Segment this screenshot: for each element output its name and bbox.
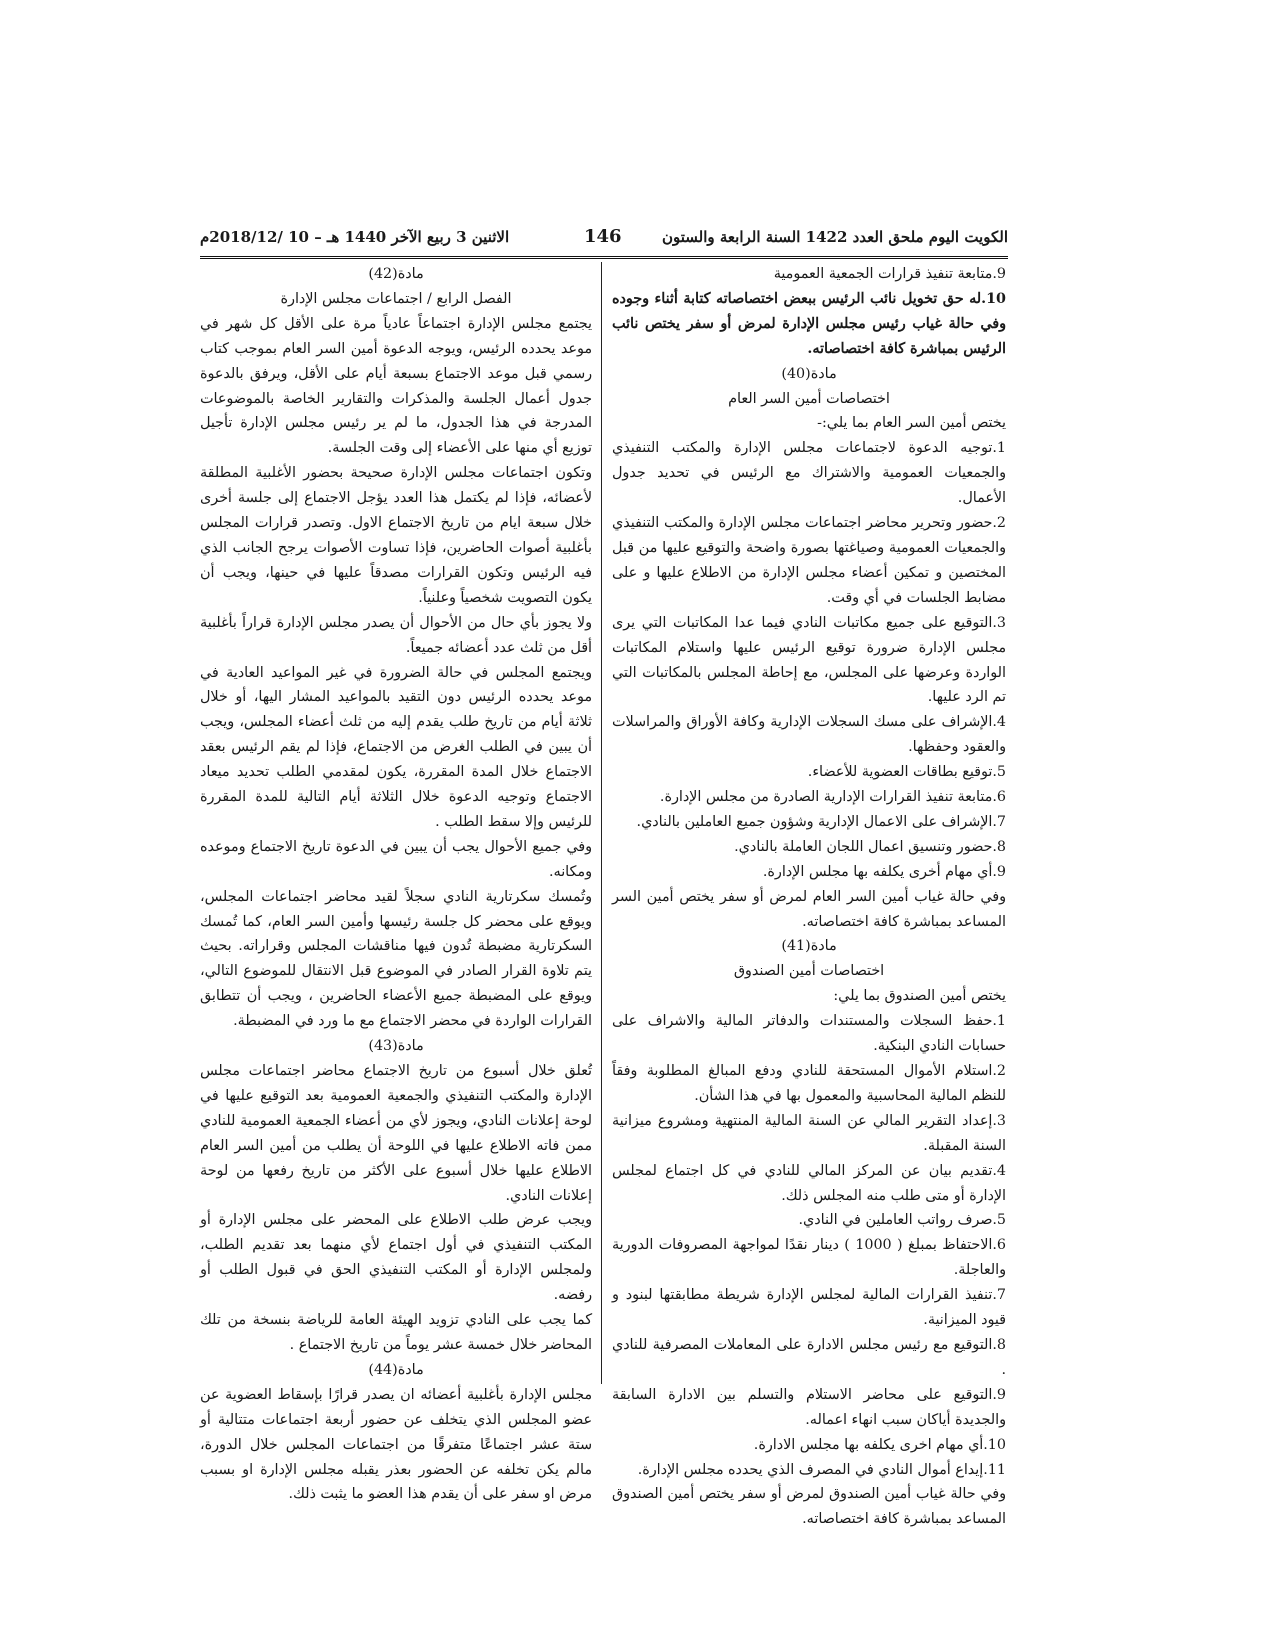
list-item: 1.حفظ السجلات والمستندات والدفاتر المالية والاشراف على حسابات النادي البنكية. [612,1013,1006,1055]
paragraph: ويجب عرض طلب الاطلاع على المحضر على مجلس الإدارة أو المكتب التنفيذي في أول اجتماع لأي منهما بعد تقديم الطلب، ولمجلس الإدارة أو المكتب التنفيذي الحق في قبول الطلب أو رفضه. [200,1212,592,1304]
list-item: 9.أي مهام أخرى يكلفه بها مجلس الإدارة. [762,863,1006,880]
list-item: 11.إيداع أموال النادي في المصرف الذي يحدده مجلس الإدارة. [637,1461,1006,1478]
left-column [200,262,592,1507]
paragraph: يختص أمين الصندوق بما يلي: [833,988,1006,1005]
issue-date: الاثنين 3 ربيع الآخر 1440 هـ – 10 /2018/12م [200,228,510,246]
column-divider [601,262,602,1384]
paragraph: 9.متابعة تنفيذ قرارات الجمعية العمومية [773,266,1006,282]
paragraph: تُعلق خلال أسبوع من تاريخ الاجتماع محاضر اجتماعات مجلس الإدارة والمكتب التنفيذي والجمعية العمومية بعد التوقيع عليها في لوحة إعلانات النادي، ويجوز لأي من أعضاء الجمعية العمومية للنادي ممن فاته الاطلاع عليها في اللوحة أن يطلب من أمين السر العام الاطلاع عليها خلال أسبوع على الأكثر من تاريخ رفعها من لوحة إعلانات النادي. [200,1063,592,1204]
list-item: 2.حضور وتحرير محاضر اجتماعات مجلس الإدارة والمكتب التنفيذي والجمعيات العمومية وصياغتها بصورة واضحة والتوقيع عليها من قبل المختصين و تمكين أعضاء مجلس الإدارة من الاطلاع عليها و على مضابط الجلسات في أي وقت. [612,515,1006,606]
chapter-heading: الفصل الرابع / اجتماعات مجلس الإدارة [280,290,512,307]
list-item: 6.متابعة تنفيذ القرارات الإدارية الصادرة من مجلس الإدارة. [659,789,1006,806]
section-heading: اختصاصات أمين السر العام [728,390,890,407]
paragraph: وفي جميع الأحوال يجب أن يبين في الدعوة تاريخ الاجتماع وموعده ومكانه. [200,838,592,880]
paragraph: ويجتمع المجلس في حالة الضرورة في غير المواعيد العادية في موعد يحدده الرئيس دون التقيد بالمواعيد المشار اليها، أو خلال ثلاثة أيام من تاريخ طلب يقدم إليه من ثلث أعضاء المجلس، ويجب أن يبين في الطلب الغرض من الاجتماع، فإذا لم يقم الرئيس بعقد الاجتماع خلال المدة المقررة، يكون لمقدمي الطلب تحديد ميعاد الاجتماع وتوجيه الدعوة خلال الثلاثة أيام التالية للمدة المقررة للرئيس وإلا سقط الطلب . [200,664,592,830]
article-heading: مادة(43) [368,1038,424,1055]
list-item: 4.الإشراف على مسك السجلات الإدارية وكافة الأوراق والمراسلات والعقود وحفظها. [612,714,1006,756]
list-item: 5.توقيع بطاقات العضوية للأعضاء. [807,764,1006,781]
paragraph: وتُمسك سكرتارية النادي سجلاً لقيد محاضر اجتماعات المجلس، ويوقع على محضر كل جلسة رئيسها وأمين السر العام، كما تُمسك السكرتارية مضبطة تُدون فيها مناقشات المجلس وقراراته. بحيث يتم تلاوة القرار الصادر في الموضوع قبل الانتقال للموضوع التالي، ويوقع على المضبطة جميع الأعضاء الحاضرين ، ويجب أن تتطابق القرارات الواردة في محضر الاجتماع مع ما ورد في المضبطة. [200,888,592,1030]
list-item: 8.حضور وتنسيق اعمال اللجان العاملة بالنادي. [734,838,1006,855]
list-item: 7.تنفيذ القرارات المالية لمجلس الإدارة شريطة مطابقتها لبنود و قيود الميزانية. [612,1287,1006,1329]
paragraph: يختص أمين السر العام بما يلي:- [817,415,1006,432]
article-heading: مادة(41) [781,938,837,955]
paragraph: وفي حالة غياب أمين السر العام لمرض أو سفر يختص أمين السر المساعد بمباشرة كافة اختصاصاته. [612,888,1006,930]
paragraph: 10.له حق تخويل نائب الرئيس ببعض اختصاصاته كتابة أثناء وجوده وفي حالة غياب رئيس مجلس الإدارة لمرض أو سفر يختص نائب الرئيس بمباشرة كافة اختصاصاته. [612,290,1006,357]
list-item: 9.التوقيع على محاضر الاستلام والتسلم بين الادارة السابقة والجديدة أياكان سبب انهاء اعماله. [612,1386,1006,1428]
list-item: 7.الإشراف على الاعمال الإدارية وشؤون جميع العاملين بالنادي. [636,813,1006,830]
article-heading: مادة(40) [781,365,837,382]
section-heading: اختصاصات أمين الصندوق [733,963,885,980]
paragraph: وتكون اجتماعات مجلس الإدارة صحيحة بحضور الأغلبية المطلقة لأعضائه، فإذا لم يكتمل هذا العدد يؤجل الاجتماع إلى جلسة أخرى خلال سبعة ايام من تاريخ الاجتماع الاول. وتصدر قرارات المجلس بأغلبية أصوات الحاضرين، فإذا تساوت الأصوات يرجح الجانب الذي فيه الرئيس وتكون القرارات مصدقاً عليها في حينها، ويجب أن يكون التصويت شخصياً وعلنياً. [200,465,592,606]
list-item: 4.تقديم بيان عن المركز المالي للنادي في كل اجتماع لمجلس الإدارة أو متى طلب منه المجلس ذلك. [612,1162,1006,1204]
paragraph: مجلس الإدارة بأغلبية أعضائه ان يصدر قرارًا بإسقاط العضوية عن عضو المجلس الذي يتخلف عن حضور أربعة اجتماعات متتالية أو ستة عشر اجتماعًا متفرقًا من اجتماعات المجلس خلال الدورة، مالم يكن تخلفه عن الحضور بعذر يقبله مجلس الإدارة او بسبب مرض او سفر على أن يقدم هذا العضو ما يثبت ذلك. [200,1386,592,1503]
list-item: 5.صرف رواتب العاملين في النادي. [798,1212,1006,1229]
paragraph: كما يجب على النادي تزويد الهيئة العامة للرياضة بنسخة من تلك المحاضر خلال خمسة عشر يوماً من تاريخ الاجتماع . [200,1312,592,1353]
article-heading: مادة(44) [368,1361,424,1378]
list-item: 3.التوقيع على جميع مكاتبات النادي فيما عدا المكاتبات التي يرى مجلس الإدارة ضرورة توقيع الرئيس عليها واستلام المكاتبات الواردة وعرضها على المجلس، مع إحاطة المجلس بالمكاتبات التي تم الرد عليها. [612,614,1006,706]
article-heading: مادة(42) [368,266,424,282]
page-header [200,228,1008,254]
header-rule [200,256,1008,259]
paragraph: ولا يجوز بأي حال من الأحوال أن يصدر مجلس الإدارة قراراً بأغلبية أقل من ثلث عدد أعضائه جميعاً. [200,614,592,656]
list-item: 8.التوقيع مع رئيس مجلس الادارة على المعاملات المصرفية للنادي . [612,1336,1006,1378]
list-item: 1.توجيه الدعوة لاجتماعات مجلس الإدارة والمكتب التنفيذي والجمعيات العمومية والاشتراك مع الرئيس في تحديد جدول الأعمال. [612,440,1006,507]
paragraph: وفي حالة غياب أمين الصندوق لمرض أو سفر يختص أمين الصندوق المساعد بمباشرة كافة اختصاصاته. [612,1486,1006,1528]
paragraph: يجتمع مجلس الإدارة اجتماعاً عادياً مرة على الأقل كل شهر في موعد يحدده الرئيس، ويوجه الدعوة أمين السر العام بموجب كتاب رسمي قبل موعد الاجتماع بسبعة أيام على الأقل، ويرفق بالدعوة جدول أعمال الجلسة والمذكرات والتقارير الخاصة بالموضوعات المدرجة في هذا الجدول، ما لم ير رئيس مجلس الإدارة تأجيل توزيع أي منها على الأعضاء إلى وقت الجلسة. [200,315,592,457]
right-column [612,262,1006,1532]
list-item: 10.أي مهام اخرى يكلفه بها مجلس الادارة. [753,1436,1006,1453]
list-item: 2.استلام الأموال المستحقة للنادي ودفع المبالغ المطلوبة وفقاً للنظم المالية المحاسبية والمعمول بها في هذا الشأن. [612,1063,1006,1104]
publication-title: الكويت اليوم ملحق العدد 1422 السنة الرابعة والستون [662,228,1008,246]
page-number: 146 [584,226,622,247]
list-item: 3.إعداد التقرير المالي عن السنة المالية المنتهية ومشروع ميزانية السنة المقبلة. [612,1112,1006,1154]
list-item: 6.الاحتفاظ بمبلغ ( 1000 ) دينار نقدًا لمواجهة المصروفات الدورية والعاجلة. [612,1237,1006,1279]
